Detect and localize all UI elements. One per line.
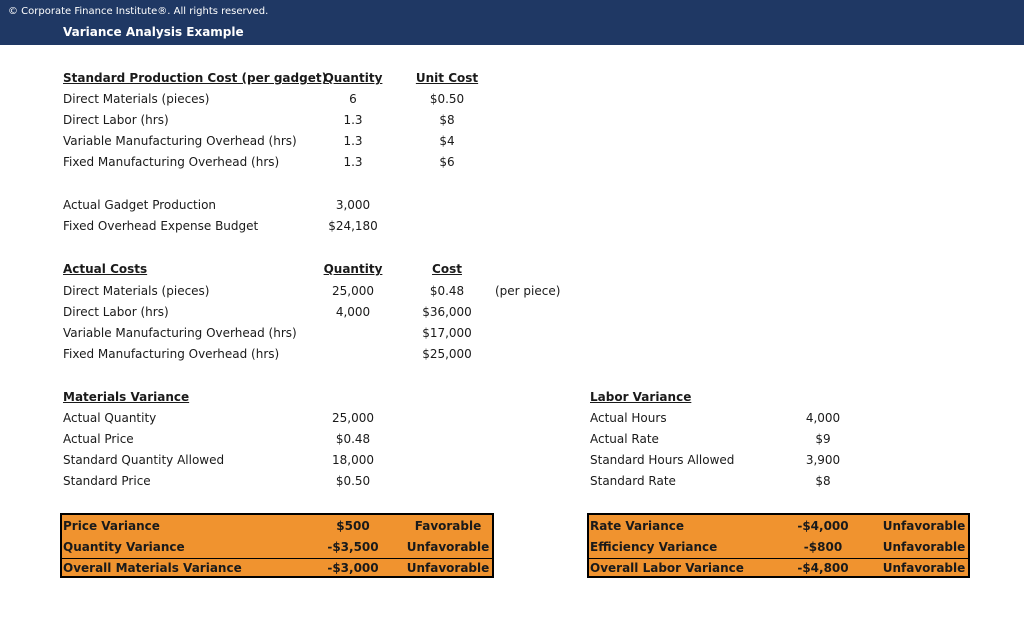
materials-row-label: Actual Quantity <box>63 411 157 425</box>
actual-costs-heading: Actual Costs <box>63 262 148 276</box>
labor-row-label: Actual Hours <box>590 411 667 425</box>
materials-summary-value: $500 <box>336 519 370 533</box>
standard-row-unit-cost: $4 <box>439 134 455 148</box>
actual-row-cost: $0.48 <box>429 284 465 298</box>
standard-row-label: Direct Materials (pieces) <box>63 92 210 106</box>
labor-row-label: Standard Rate <box>590 474 676 488</box>
labor-row-value: 4,000 <box>805 411 841 425</box>
actual-row-cost: $36,000 <box>422 305 472 319</box>
labor-row-label: Standard Hours Allowed <box>590 453 735 467</box>
standard-row-label: Variable Manufacturing Overhead (hrs) <box>63 134 297 148</box>
materials-summary-box <box>60 513 494 578</box>
actual-row-note: (per piece) <box>495 284 561 298</box>
standard-row-label: Fixed Manufacturing Overhead (hrs) <box>63 155 280 169</box>
materials-summary-divider <box>62 558 492 559</box>
labor-summary-status: Unfavorable <box>882 519 966 533</box>
standard-row-label: Direct Labor (hrs) <box>63 113 169 127</box>
page-title: Variance Analysis Example <box>63 25 244 39</box>
actual-quantity-header: Quantity <box>323 262 383 276</box>
standard-row-quantity: 1.3 <box>343 155 363 169</box>
actual-row-quantity: 25,000 <box>332 284 374 298</box>
standard-unit-cost-header: Unit Cost <box>415 71 479 85</box>
copyright-text: © Corporate Finance Institute®. All rights reserved. <box>8 6 269 17</box>
materials-summary-value: -$3,000 <box>327 561 379 575</box>
materials-summary-value: -$3,500 <box>327 540 379 554</box>
actual-row-label: Fixed Manufacturing Overhead (hrs) <box>63 347 280 361</box>
actual-row-label: Direct Materials (pieces) <box>63 284 210 298</box>
header-bar <box>0 0 1024 45</box>
actual-row-cost: $25,000 <box>422 347 472 361</box>
materials-variance-heading: Materials Variance <box>63 390 190 404</box>
production-row-label: Fixed Overhead Expense Budget <box>63 219 259 233</box>
labor-summary-label: Rate Variance <box>590 519 685 533</box>
materials-row-value: 18,000 <box>332 453 374 467</box>
materials-summary-status: Unfavorable <box>406 561 490 575</box>
materials-row-value: 25,000 <box>332 411 374 425</box>
labor-summary-box <box>587 513 970 578</box>
materials-summary-status: Unfavorable <box>406 540 490 554</box>
actual-row-cost: $17,000 <box>422 326 472 340</box>
materials-summary-label: Overall Materials Variance <box>63 561 242 575</box>
standard-cost-heading: Standard Production Cost (per gadget) <box>63 71 328 85</box>
actual-row-quantity: 4,000 <box>335 305 371 319</box>
standard-row-quantity: 1.3 <box>343 134 363 148</box>
labor-summary-label: Efficiency Variance <box>590 540 718 554</box>
labor-variance-heading: Labor Variance <box>590 390 692 404</box>
materials-row-label: Standard Price <box>63 474 151 488</box>
materials-row-value: $0.48 <box>335 432 371 446</box>
standard-row-quantity: 6 <box>349 92 357 106</box>
labor-row-label: Actual Rate <box>590 432 659 446</box>
materials-row-label: Actual Price <box>63 432 134 446</box>
labor-summary-value: -$4,800 <box>797 561 849 575</box>
labor-summary-status: Unfavorable <box>882 561 966 575</box>
actual-cost-header: Cost <box>432 262 462 276</box>
labor-summary-label: Overall Labor Variance <box>590 561 744 575</box>
labor-summary-value: -$800 <box>803 540 843 554</box>
materials-row-value: $0.50 <box>335 474 371 488</box>
actual-row-label: Direct Labor (hrs) <box>63 305 169 319</box>
labor-summary-status: Unfavorable <box>882 540 966 554</box>
production-row-label: Actual Gadget Production <box>63 198 217 212</box>
materials-summary-status: Favorable <box>414 519 482 533</box>
materials-summary-label: Price Variance <box>63 519 160 533</box>
production-row-value: $24,180 <box>328 219 378 233</box>
materials-summary-label: Quantity Variance <box>63 540 185 554</box>
labor-summary-divider <box>589 558 968 559</box>
production-row-value: 3,000 <box>335 198 371 212</box>
standard-row-unit-cost: $6 <box>439 155 455 169</box>
labor-row-value: $9 <box>815 432 831 446</box>
standard-quantity-header: Quantity <box>323 71 383 85</box>
standard-row-unit-cost: $0.50 <box>429 92 465 106</box>
standard-row-unit-cost: $8 <box>439 113 455 127</box>
labor-row-value: 3,900 <box>805 453 841 467</box>
standard-row-quantity: 1.3 <box>343 113 363 127</box>
labor-row-value: $8 <box>815 474 831 488</box>
labor-summary-value: -$4,000 <box>797 519 849 533</box>
materials-row-label: Standard Quantity Allowed <box>63 453 225 467</box>
actual-row-label: Variable Manufacturing Overhead (hrs) <box>63 326 297 340</box>
